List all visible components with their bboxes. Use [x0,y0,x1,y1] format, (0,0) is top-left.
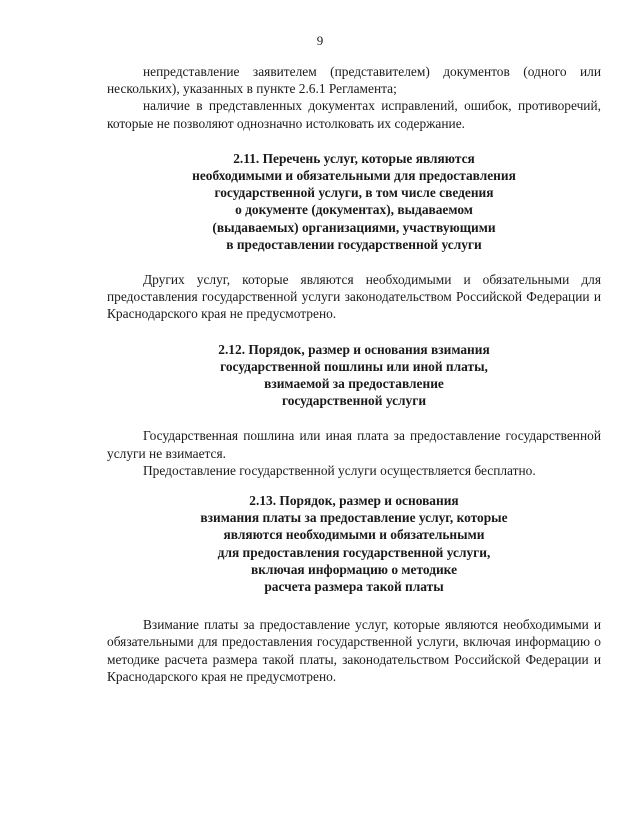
paragraph-corrections: наличие в представленных документах исправлений, ошибок, противоречий, которые не позволяют однозначно истолковать их содержание. [107,98,601,131]
section-heading-2-13: 2.13. Порядок, размер и основания взимания платы за предоставление услуг, которые являются необходимыми и обязательными для предоставления государственной услуги, включая информацию о методике расчета размера такой платы [200,493,508,595]
paragraph-fee-collection: Взимание платы за предоставление услуг, которые являются необходимыми и обязательными для предоставления государственной услуги, включая информацию о методике расчета размера такой платы, законодательством Российской Федерации и Краснодарского края не предусмотрено. [107,617,601,684]
paragraph-other-services: Других услуг, которые являются необходимыми и обязательными для предоставления государственной услуги законодательством Российской Федерации и Краснодарского края не предусмотрено. [107,272,601,322]
paragraph-nonsubmission: непредставление заявителем (представителем) документов (одного или нескольких), указанных в пункте 2.6.1 Регламента; [107,64,601,97]
paragraph-state-fee: Государственная пошлина или иная плата за предоставление государственной услуги не взимается. [107,428,601,461]
section-heading-2-11: 2.11. Перечень услуг, которые являются необходимыми и обязательными для предоставления государственной услуги, в том числе сведения о документе (документах), выдаваемом (выдаваемых) организациями, участвующими в предоставлении государственной услуги [192,150,516,252]
page-number: 9 [316,33,324,48]
section-heading-2-12: 2.12. Порядок, размер и основания взимания государственной пошлины или иной платы, взимаемой за предоставление государственной услуги [218,341,490,409]
paragraph-free-service: Предоставление государственной услуги осуществляется бесплатно. [143,462,536,478]
page-content [107,63,601,685]
